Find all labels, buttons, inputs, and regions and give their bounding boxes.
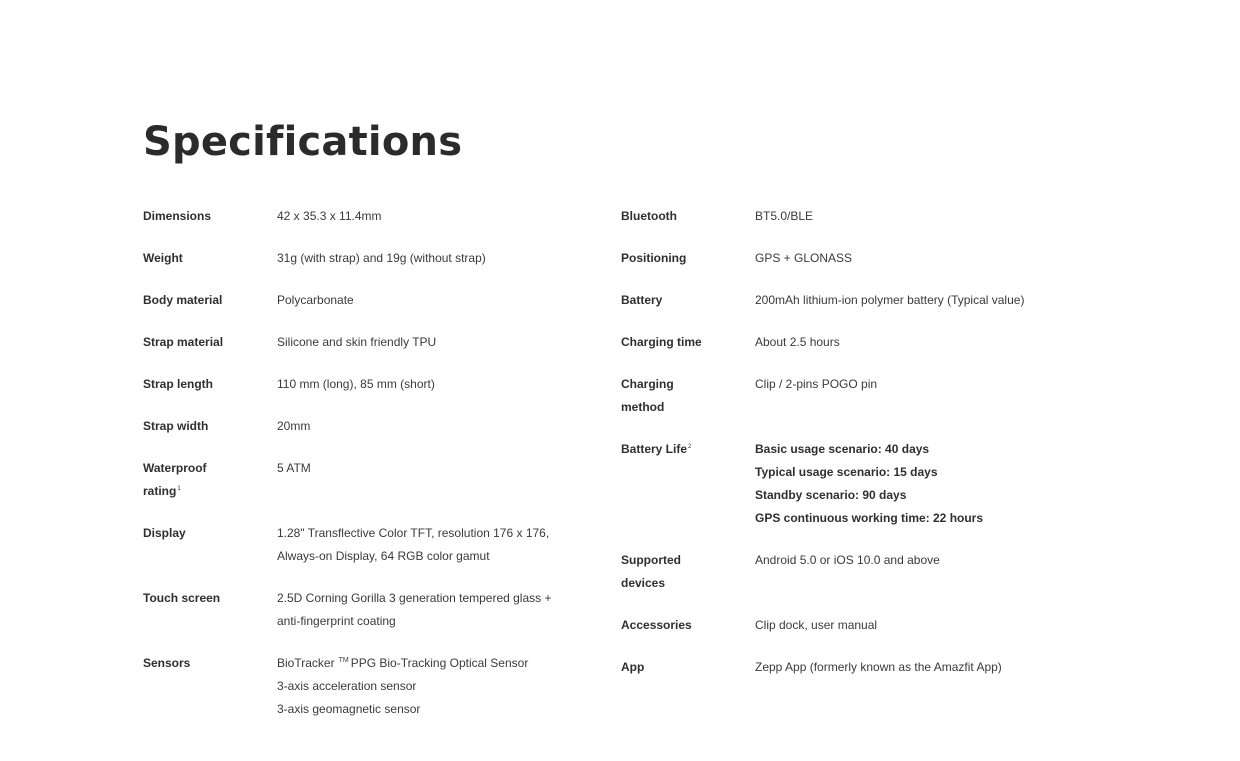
spec-row-charging-method — [621, 373, 1081, 419]
spec-row-battery-life — [621, 438, 1081, 530]
spec-label: Positioning — [621, 251, 687, 265]
spec-value: 20mm — [277, 419, 311, 433]
spec-row-charging-time — [621, 331, 1081, 354]
spec-value: 200mAh lithium-ion polymer battery (Typical value) — [755, 293, 1025, 307]
spec-row-sensors — [143, 652, 583, 721]
spec-value: Clip / 2-pins POGO pin — [755, 377, 878, 391]
spec-label: Dimensions — [143, 209, 212, 223]
spec-label: Accessories — [621, 618, 692, 632]
spec-value: BT5.0/BLE — [755, 209, 814, 223]
spec-label: Weight — [143, 251, 183, 265]
spec-value: Clip dock, user manual — [755, 618, 878, 632]
spec-value: 42 x 35.3 x 11.4mm — [277, 209, 382, 223]
footnote-marker: 1 — [177, 486, 181, 492]
spec-value: Polycarbonate — [277, 293, 354, 307]
spec-label: Strap width — [143, 419, 209, 433]
spec-label: App — [621, 660, 645, 674]
spec-label: Battery Life$^2$ — [621, 442, 692, 456]
footnote-marker: 2 — [688, 444, 692, 450]
spec-value: Zepp App (formerly known as the Amazfit App) — [755, 660, 1002, 674]
spec-row-battery — [621, 289, 1081, 312]
trademark-mark: TM — [338, 657, 349, 664]
specs-column-left — [143, 205, 583, 740]
spec-label: Sensors — [143, 656, 191, 670]
spec-value: About 2.5 hours — [755, 335, 840, 349]
spec-label: Supported devices — [621, 553, 681, 590]
specs-column-right — [621, 205, 1081, 698]
spec-value: Basic usage scenario: 40 days Typical usage scenario: 15 days Standby scenario: 90 days GPS continuous working time: 22 hours — [755, 442, 984, 525]
page-title: Specifications — [143, 119, 463, 165]
spec-row-supported-devices — [621, 549, 1081, 595]
spec-value: GPS + GLONASS — [755, 251, 853, 265]
spec-row-touch-screen — [143, 587, 583, 633]
spec-label: Charging method — [621, 377, 674, 414]
spec-row-app — [621, 656, 1081, 679]
spec-label: Waterproof rating$^1$ — [143, 461, 207, 498]
spec-value: 2.5D Corning Gorilla 3 generation tempered glass + anti-fingerprint coating — [277, 591, 552, 628]
spec-row-bluetooth — [621, 205, 1081, 228]
spec-label: Body material — [143, 293, 223, 307]
spec-row-positioning — [621, 247, 1081, 270]
spec-label: Touch screen — [143, 591, 221, 605]
spec-label: Battery — [621, 293, 663, 307]
spec-value: 31g (with strap) and 19g (without strap) — [277, 251, 486, 265]
spec-value: 1.28" Transflective Color TFT, resolution 176 x 176, Always-on Display, 64 RGB color gamut — [277, 526, 550, 563]
spec-value: Silicone and skin friendly TPU — [277, 335, 437, 349]
spec-value: 110 mm (long), 85 mm (short) — [277, 377, 435, 391]
spec-label: Strap length — [143, 377, 214, 391]
spec-row-accessories — [621, 614, 1081, 637]
spec-row-strap-material — [143, 331, 583, 354]
spec-label: Charging time — [621, 335, 702, 349]
spec-row-strap-width — [143, 415, 583, 438]
spec-label: Display — [143, 526, 186, 540]
spec-row-weight — [143, 247, 583, 270]
spec-value: BioTracker ™ PPG Bio-Tracking Optical Sensor 3-axis acceleration sensor 3-axis geomagnetic sensor — [277, 656, 529, 716]
spec-row-body-material — [143, 289, 583, 312]
spec-row-dimensions — [143, 205, 583, 228]
spec-label: Bluetooth — [621, 209, 677, 223]
spec-value: Android 5.0 or iOS 10.0 and above — [755, 553, 940, 567]
spec-row-strap-length — [143, 373, 583, 396]
spec-label: Strap material — [143, 335, 224, 349]
spec-row-display — [143, 522, 583, 568]
spec-value: 5 ATM — [277, 461, 311, 475]
spec-row-waterproof-rating — [143, 457, 583, 503]
